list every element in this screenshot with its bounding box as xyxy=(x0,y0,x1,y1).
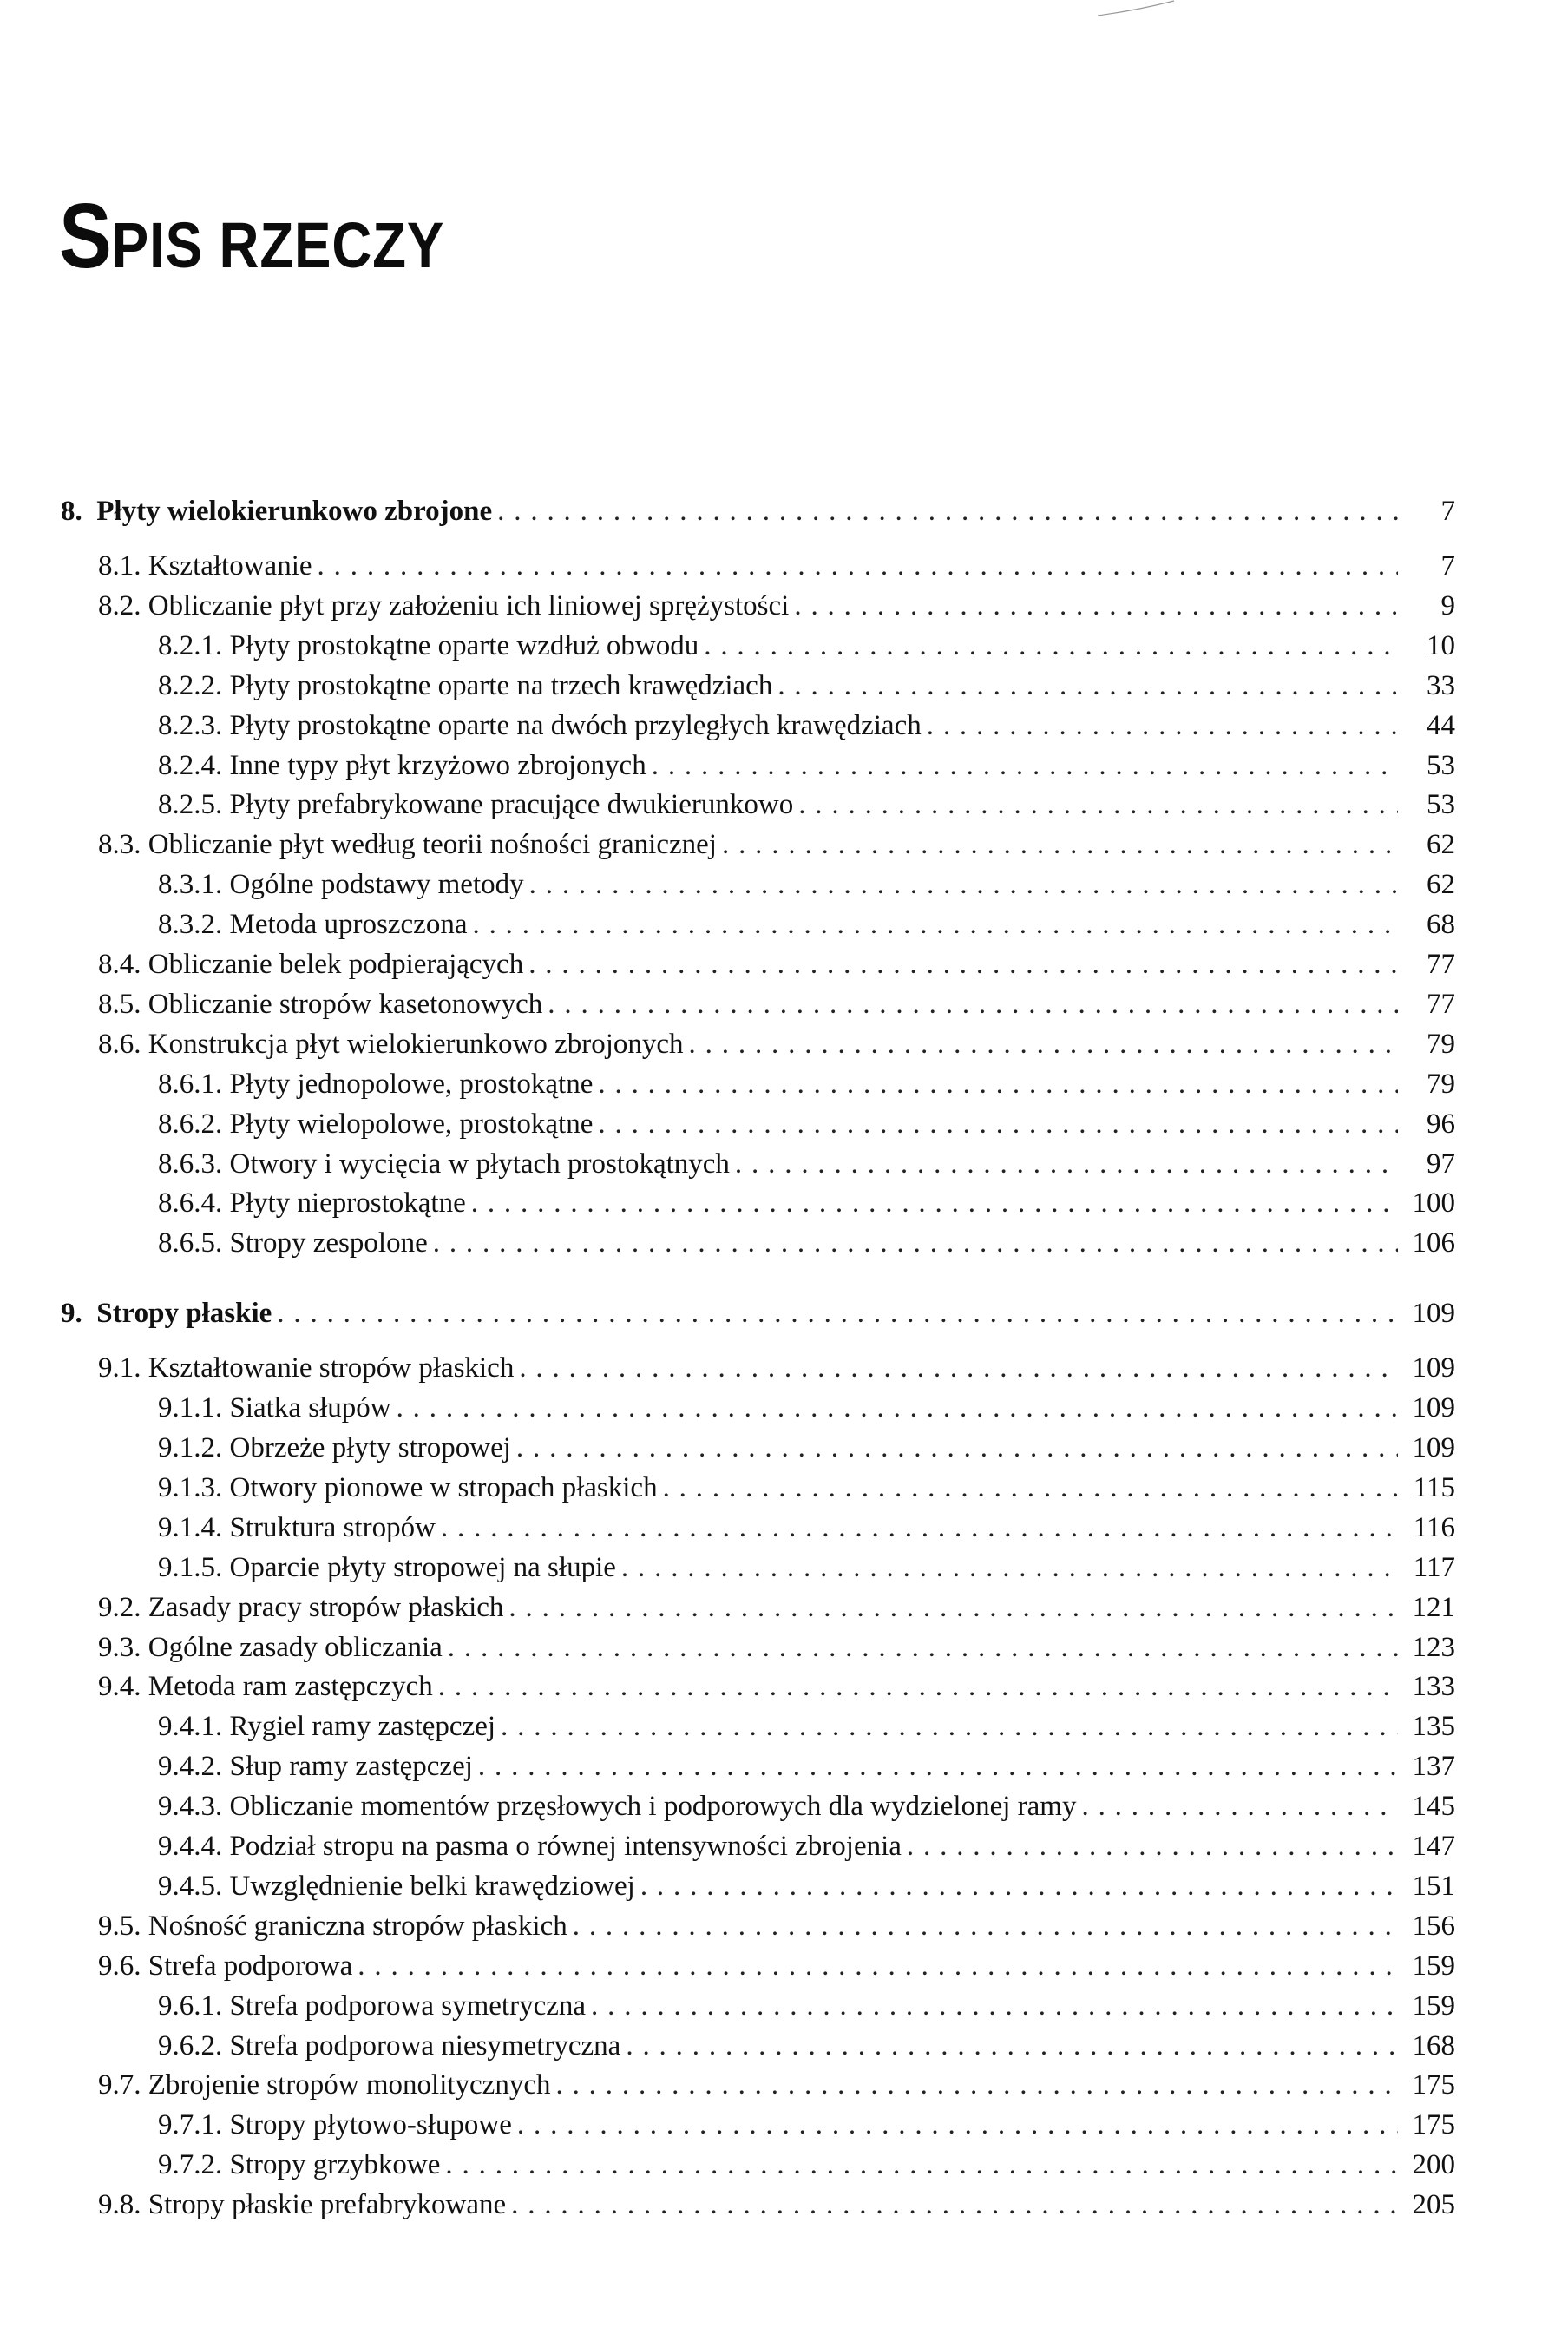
entry-number: 9.2. xyxy=(98,1591,141,1623)
entry-number: 9.1. xyxy=(98,1352,141,1384)
page-number: 106 xyxy=(1412,1227,1455,1259)
toc-entry[interactable] xyxy=(158,1428,1455,1468)
page-number: 7 xyxy=(1440,550,1455,582)
dot-leader xyxy=(777,666,1398,706)
toc-entry[interactable] xyxy=(158,1468,1455,1508)
toc-entry[interactable] xyxy=(98,825,1455,865)
page-number: 145 xyxy=(1412,1791,1455,1823)
dot-leader xyxy=(640,1866,1398,1906)
spacer xyxy=(222,1468,229,1508)
spacer xyxy=(222,1144,229,1184)
entry-number: 9.1.4. xyxy=(158,1511,223,1543)
entry-title: Obrzeże płyty stropowej xyxy=(229,1432,511,1463)
entry-title: Strefa podporowa xyxy=(148,1950,353,1982)
page-number: 123 xyxy=(1412,1631,1455,1663)
entry-title: Płyty prefabrykowane pracujące dwukierunkowo xyxy=(229,789,794,821)
toc-entry[interactable] xyxy=(158,626,1455,666)
entry-number: 8.4. xyxy=(98,949,141,980)
dot-leader xyxy=(277,1293,1398,1333)
entry-title: Obliczanie momentów przęsłowych i podporowych dla wydzielonej ramy xyxy=(229,1791,1077,1823)
dot-leader xyxy=(591,1986,1398,2026)
spacer xyxy=(141,2065,148,2105)
entry-title: Uwzględnienie belki krawędziowej xyxy=(229,1870,635,1902)
entry-title: Struktura stropów xyxy=(229,1511,436,1543)
toc-entry[interactable] xyxy=(98,1024,1455,1064)
entry-number: 8.3.2. xyxy=(158,909,223,941)
dot-leader xyxy=(516,1428,1398,1468)
spacer xyxy=(222,904,229,944)
dot-leader xyxy=(471,1183,1398,1223)
spacer xyxy=(222,1986,229,2026)
dot-leader xyxy=(907,1826,1398,1866)
entry-title: Otwory pionowe w stropach płaskich xyxy=(229,1471,658,1503)
toc-entry[interactable] xyxy=(158,1388,1455,1428)
page-number: 115 xyxy=(1413,1471,1455,1503)
dot-leader xyxy=(438,1667,1398,1707)
dot-leader xyxy=(519,1348,1398,1388)
toc-entry[interactable] xyxy=(158,1508,1455,1548)
dot-leader xyxy=(501,1707,1398,1746)
spacer xyxy=(141,1628,148,1667)
entry-number: 8.6. xyxy=(98,1028,141,1060)
entry-number: 9.8. xyxy=(98,2189,141,2221)
toc-entry[interactable] xyxy=(98,2185,1455,2225)
page-number: 109 xyxy=(1412,1352,1455,1384)
page-number: 10 xyxy=(1427,629,1455,661)
spacer xyxy=(222,1064,229,1104)
spacer xyxy=(141,1024,148,1064)
spacer xyxy=(222,2026,229,2066)
page-number: 109 xyxy=(1412,1432,1455,1463)
spacer xyxy=(222,1746,229,1786)
entry-number: 9.3. xyxy=(98,1631,141,1663)
toc-entry[interactable] xyxy=(158,1104,1455,1144)
toc-entry[interactable] xyxy=(158,1826,1455,1866)
spacer xyxy=(222,865,229,904)
entry-number: 8.6.4. xyxy=(158,1187,223,1220)
dot-leader xyxy=(794,586,1398,626)
toc-entry[interactable] xyxy=(158,1707,1455,1746)
entry-number: 8. xyxy=(61,496,82,527)
toc-entry[interactable] xyxy=(158,904,1455,944)
entry-number: 9.6.1. xyxy=(158,1989,223,2022)
entry-title: Stropy zespolone xyxy=(229,1227,428,1259)
spacer xyxy=(141,1348,148,1388)
spacer xyxy=(141,1906,148,1946)
dot-leader xyxy=(722,825,1398,865)
page-number: 97 xyxy=(1427,1148,1455,1180)
dot-leader xyxy=(598,1104,1398,1144)
page-number: 137 xyxy=(1412,1751,1455,1783)
spacer xyxy=(222,1508,229,1548)
page-number: 79 xyxy=(1427,1068,1455,1100)
entry-title: Podział stropu na pasma o równej intensywności zbrojenia xyxy=(229,1831,902,1862)
spacer xyxy=(222,1183,229,1223)
page-number: 159 xyxy=(1412,1989,1455,2022)
dot-leader xyxy=(652,746,1398,786)
toc-entry[interactable] xyxy=(158,865,1455,904)
spacer xyxy=(222,666,229,706)
entry-number: 8.2.4. xyxy=(158,749,223,781)
dot-leader xyxy=(1081,1786,1398,1826)
page-number: 121 xyxy=(1412,1591,1455,1623)
entry-number: 9.4.2. xyxy=(158,1751,223,1783)
toc-entry[interactable] xyxy=(158,2105,1455,2145)
spacer xyxy=(141,2185,148,2225)
spacer xyxy=(141,586,148,626)
toc-entry[interactable] xyxy=(98,546,1455,586)
entry-number: 9.4. xyxy=(98,1671,141,1703)
entry-title: Nośność graniczna stropów płaskich xyxy=(148,1910,567,1942)
toc-entry[interactable] xyxy=(98,944,1455,984)
page-number: 117 xyxy=(1413,1551,1455,1583)
toc-entry[interactable] xyxy=(158,1866,1455,1906)
dot-leader xyxy=(511,2185,1398,2225)
toc-entry[interactable] xyxy=(98,1348,1455,1388)
page-number: 9 xyxy=(1440,589,1455,621)
scan-artifact-line xyxy=(1098,0,1176,17)
toc-entry[interactable] xyxy=(98,1628,1455,1667)
spacer xyxy=(222,1223,229,1263)
spacer xyxy=(222,1786,229,1826)
entry-title: Stropy płaskie xyxy=(96,1298,272,1330)
page-number: 62 xyxy=(1427,829,1455,861)
entry-title: Konstrukcja płyt wielokierunkowo zbrojonych xyxy=(148,1028,684,1060)
entry-title: Obliczanie belek podpierających xyxy=(148,949,524,980)
entry-title: Kształtowanie xyxy=(148,550,312,582)
entry-number: 9.4.1. xyxy=(158,1711,223,1743)
dot-leader xyxy=(497,491,1398,531)
page-number: 156 xyxy=(1412,1910,1455,1942)
entry-title: Otwory i wycięcia w płytach prostokątnych xyxy=(229,1148,730,1180)
entry-title: Płyty nieprostokątne xyxy=(229,1187,466,1220)
page-number: 100 xyxy=(1412,1187,1455,1220)
entry-title: Metoda ram zastępczych xyxy=(148,1671,433,1703)
title-first-letter: S xyxy=(59,185,112,287)
page-number: 62 xyxy=(1427,869,1455,901)
entry-title: Oparcie płyty stropowej na słupie xyxy=(229,1551,616,1583)
dot-leader xyxy=(927,706,1398,746)
entry-title: Płyty prostokątne oparte wzdłuż obwodu xyxy=(229,629,699,661)
toc-entry[interactable] xyxy=(158,706,1455,746)
spacer xyxy=(141,944,148,984)
dot-leader xyxy=(704,626,1398,666)
dot-leader xyxy=(445,2145,1398,2185)
toc-entry[interactable] xyxy=(158,785,1455,825)
page-number: 53 xyxy=(1427,789,1455,821)
page-number: 133 xyxy=(1412,1671,1455,1703)
toc-entry[interactable] xyxy=(158,1064,1455,1104)
entry-number: 9.7. xyxy=(98,2069,141,2101)
spacer xyxy=(222,626,229,666)
entry-title: Siatka słupów xyxy=(229,1392,391,1424)
dot-leader xyxy=(528,944,1398,984)
page-number: 175 xyxy=(1412,2109,1455,2141)
page-number: 168 xyxy=(1412,2029,1455,2062)
toc-entry[interactable] xyxy=(98,1946,1455,1986)
page-number: 77 xyxy=(1427,988,1455,1020)
toc-entry[interactable] xyxy=(98,1906,1455,1946)
page-number: 135 xyxy=(1412,1711,1455,1743)
toc-entry[interactable] xyxy=(158,746,1455,786)
spacer xyxy=(141,825,148,865)
entry-title: Płyty prostokątne oparte na trzech krawędziach xyxy=(229,669,773,701)
toc-chapter[interactable] xyxy=(61,1293,1455,1333)
dot-leader xyxy=(318,546,1398,586)
spacer xyxy=(222,785,229,825)
spacer xyxy=(222,1388,229,1428)
page-number: 77 xyxy=(1427,949,1455,980)
entry-number: 9.1.5. xyxy=(158,1551,223,1583)
spacer xyxy=(222,706,229,746)
entry-number: 8.1. xyxy=(98,550,141,582)
page-number: 79 xyxy=(1427,1028,1455,1060)
entry-number: 9.4.5. xyxy=(158,1870,223,1902)
dot-leader xyxy=(689,1024,1398,1064)
entry-number: 8.2.1. xyxy=(158,629,223,661)
dot-leader xyxy=(508,1588,1398,1628)
page-number: 205 xyxy=(1412,2189,1455,2221)
entry-title: Płyty wielokierunkowo zbrojone xyxy=(96,496,493,527)
entry-title: Stropy grzybkowe xyxy=(229,2149,441,2181)
dot-leader xyxy=(478,1746,1398,1786)
entry-title: Strefa podporowa symetryczna xyxy=(229,1989,587,2022)
page-number: 159 xyxy=(1412,1950,1455,1982)
toc-entry[interactable] xyxy=(158,2145,1455,2185)
spacer xyxy=(222,1826,229,1866)
entry-number: 9.4.3. xyxy=(158,1791,223,1823)
entry-number: 9.5. xyxy=(98,1910,141,1942)
toc-entry[interactable] xyxy=(158,1746,1455,1786)
spacer xyxy=(141,1588,148,1628)
toc-entry[interactable] xyxy=(158,1144,1455,1184)
entry-number: 8.2.5. xyxy=(158,789,223,821)
entry-number: 8.6.3. xyxy=(158,1148,223,1180)
entry-title: Stropy płaskie prefabrykowane xyxy=(148,2189,507,2221)
toc-entry[interactable] xyxy=(98,586,1455,626)
toc-entry[interactable] xyxy=(158,1223,1455,1263)
dot-leader xyxy=(621,1548,1398,1588)
dot-leader xyxy=(555,2065,1398,2105)
entry-title: Obliczanie stropów kasetonowych xyxy=(148,988,543,1020)
entry-number: 9.1.1. xyxy=(158,1392,223,1424)
dot-leader xyxy=(798,785,1398,825)
spacer xyxy=(222,1548,229,1588)
entry-number: 9. xyxy=(61,1298,82,1330)
toc-chapter[interactable] xyxy=(61,491,1455,531)
dot-leader xyxy=(441,1508,1398,1548)
spacer xyxy=(222,2105,229,2145)
toc-entry[interactable] xyxy=(98,1588,1455,1628)
entry-number: 8.2. xyxy=(98,589,141,621)
entry-title: Płyty jednopolowe, prostokątne xyxy=(229,1068,594,1100)
spacer xyxy=(82,491,97,531)
entry-number: 8.6.2. xyxy=(158,1108,223,1140)
page-number: 109 xyxy=(1412,1298,1455,1330)
dot-leader xyxy=(448,1628,1398,1667)
dot-leader xyxy=(397,1388,1398,1428)
spacer xyxy=(222,1707,229,1746)
spacer xyxy=(141,984,148,1024)
spacer xyxy=(141,1946,148,1986)
entry-number: 9.6. xyxy=(98,1950,141,1982)
toc-entry[interactable] xyxy=(158,1548,1455,1588)
entry-number: 9.1.3. xyxy=(158,1471,223,1503)
toc-entry[interactable] xyxy=(158,1986,1455,2026)
toc-entry[interactable] xyxy=(158,1183,1455,1223)
dot-leader xyxy=(472,904,1398,944)
entry-title: Stropy płytowo-słupowe xyxy=(229,2109,512,2141)
toc-entry[interactable] xyxy=(158,1786,1455,1826)
spacer xyxy=(222,2145,229,2185)
dot-leader xyxy=(548,984,1398,1024)
page-number: 44 xyxy=(1427,709,1455,741)
entry-title: Słup ramy zastępczej xyxy=(229,1751,473,1783)
toc-entry[interactable] xyxy=(98,984,1455,1024)
entry-title: Rygiel ramy zastępczej xyxy=(229,1711,496,1743)
dot-leader xyxy=(517,2105,1398,2145)
dot-leader xyxy=(598,1064,1398,1104)
dot-leader xyxy=(358,1946,1398,1986)
page-number: 147 xyxy=(1412,1831,1455,1862)
spacer xyxy=(222,1866,229,1906)
dot-leader xyxy=(663,1468,1398,1508)
entry-number: 8.5. xyxy=(98,988,141,1020)
entry-title: Obliczanie płyt przy założeniu ich liniowej sprężystości xyxy=(148,589,790,621)
page-number: 116 xyxy=(1413,1511,1455,1543)
dot-leader xyxy=(529,865,1398,904)
entry-number: 8.3. xyxy=(98,829,141,861)
entry-title: Zbrojenie stropów monolitycznych xyxy=(148,2069,551,2101)
toc-entry[interactable] xyxy=(98,1667,1455,1707)
entry-number: 8.6.5. xyxy=(158,1227,223,1259)
spacer xyxy=(222,1104,229,1144)
dot-leader xyxy=(626,2026,1398,2066)
spacer xyxy=(82,1293,97,1333)
entry-title: Obliczanie płyt według teorii nośności granicznej xyxy=(148,829,717,861)
page-number: 200 xyxy=(1412,2149,1455,2181)
entry-number: 9.7.1. xyxy=(158,2109,223,2141)
title-rest: PIS RZECZY xyxy=(111,209,445,281)
entry-number: 9.7.2. xyxy=(158,2149,223,2181)
dot-leader xyxy=(735,1144,1398,1184)
spacer xyxy=(141,1667,148,1707)
page-number: 68 xyxy=(1427,909,1455,941)
page-number: 109 xyxy=(1412,1392,1455,1424)
entry-number: 8.2.3. xyxy=(158,709,223,741)
entry-number: 8.6.1. xyxy=(158,1068,223,1100)
entry-title: Płyty wielopolowe, prostokątne xyxy=(229,1108,594,1140)
toc-entry[interactable] xyxy=(158,2026,1455,2066)
spacer xyxy=(222,1428,229,1468)
entry-number: 8.2.2. xyxy=(158,669,223,701)
entry-number: 8.3.1. xyxy=(158,869,223,901)
page-number: 7 xyxy=(1440,496,1455,527)
entry-number: 9.6.2. xyxy=(158,2029,223,2062)
entry-title: Ogólne podstawy metody xyxy=(229,869,524,901)
page-number: 53 xyxy=(1427,749,1455,781)
page-number: 175 xyxy=(1412,2069,1455,2101)
page-number: 151 xyxy=(1412,1870,1455,1902)
entry-title: Zasady pracy stropów płaskich xyxy=(148,1591,504,1623)
toc-entry[interactable] xyxy=(98,2065,1455,2105)
dot-leader xyxy=(573,1906,1398,1946)
entry-title: Inne typy płyt krzyżowo zbrojonych xyxy=(229,749,646,781)
entry-number: 9.4.4. xyxy=(158,1831,223,1862)
entry-title: Kształtowanie stropów płaskich xyxy=(148,1352,515,1384)
entry-title: Płyty prostokątne oparte na dwóch przyległych krawędziach xyxy=(229,709,922,741)
page-title xyxy=(59,184,444,289)
dot-leader xyxy=(433,1223,1398,1263)
page-number: 33 xyxy=(1427,669,1455,701)
spacer xyxy=(141,546,148,586)
toc-entry[interactable] xyxy=(158,666,1455,706)
entry-title: Strefa podporowa niesymetryczna xyxy=(229,2029,621,2062)
spacer xyxy=(222,746,229,786)
entry-title: Metoda uproszczona xyxy=(229,909,468,941)
entry-number: 9.1.2. xyxy=(158,1432,223,1463)
page-number: 96 xyxy=(1427,1108,1455,1140)
entry-title: Ogólne zasady obliczania xyxy=(148,1631,443,1663)
